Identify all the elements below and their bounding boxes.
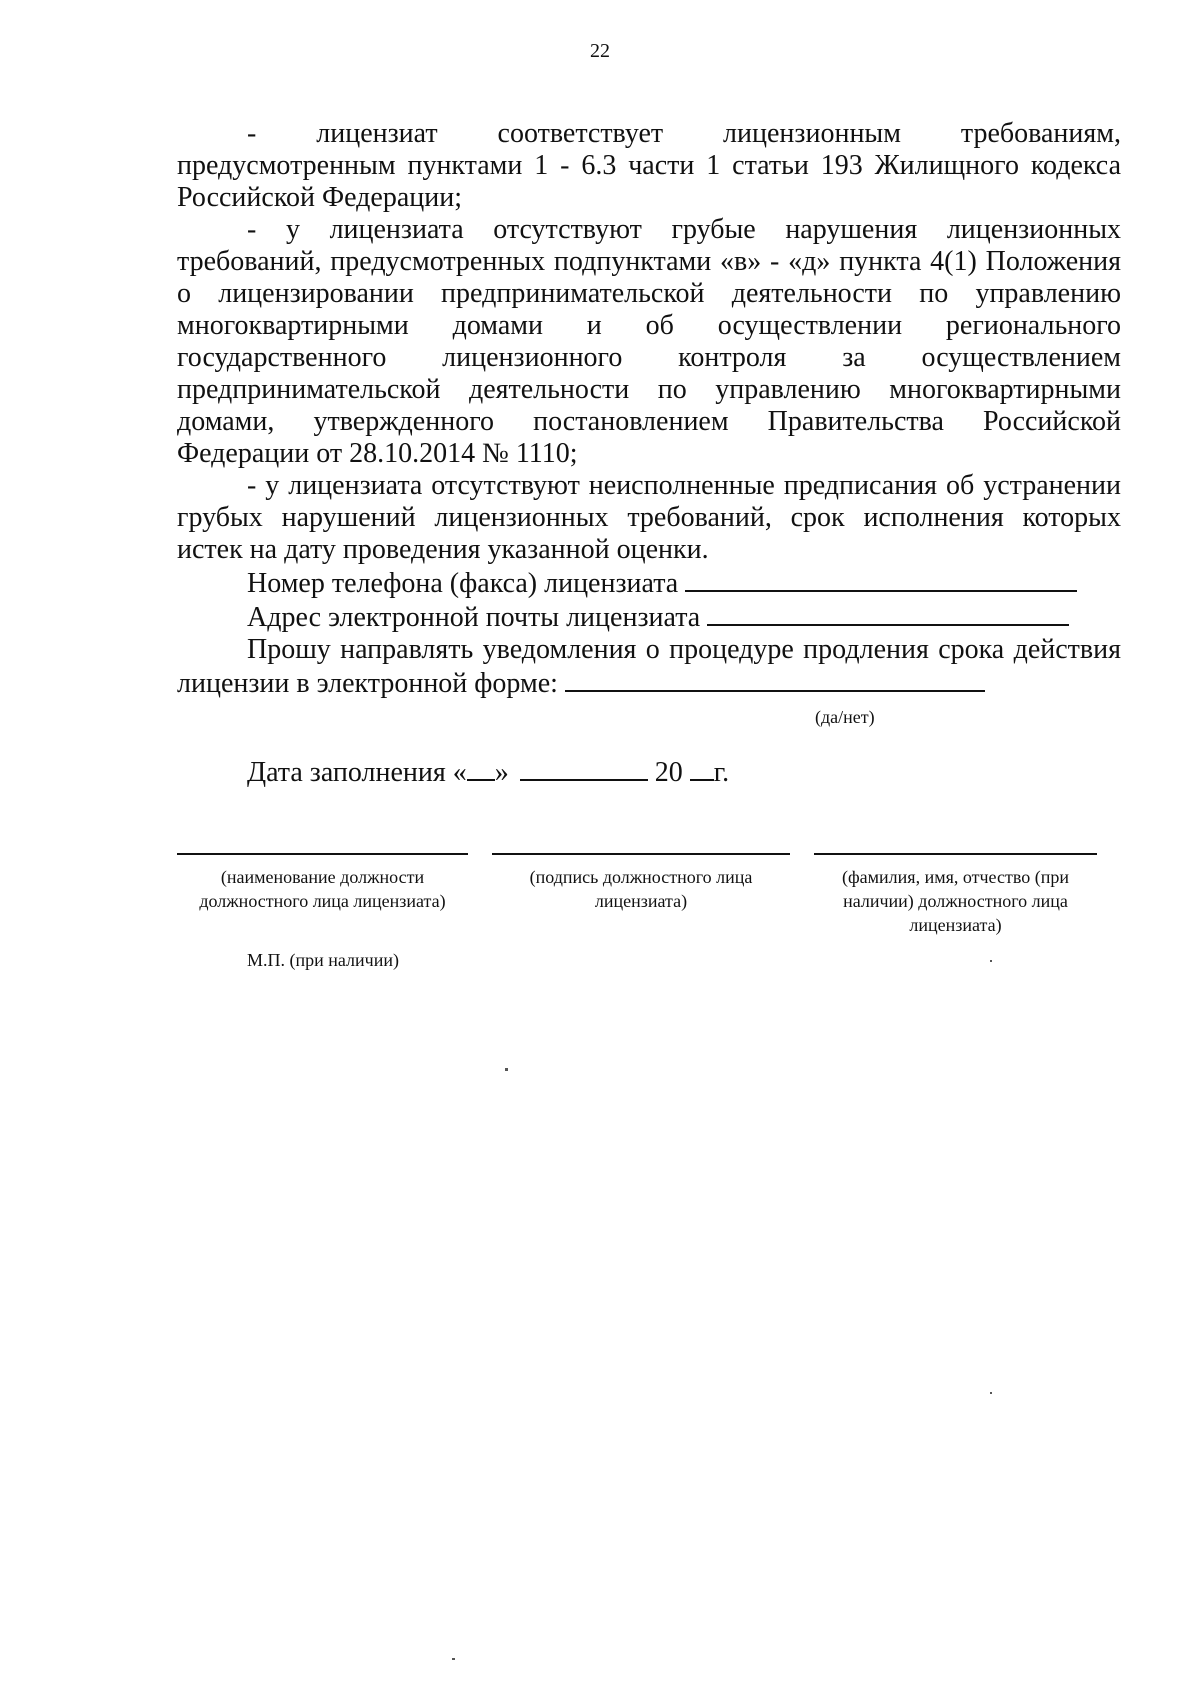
scan-speck: [990, 960, 992, 962]
month-blank-line[interactable]: [520, 755, 648, 781]
position-caption: (наименование должности должностного лица лицензиата): [199, 867, 446, 911]
notify-blank-line[interactable]: [565, 666, 985, 692]
position-signature-line[interactable]: [177, 853, 468, 855]
date-close-quote: »: [494, 757, 509, 788]
stamp-placeholder: М.П. (при наличии): [247, 950, 399, 970]
email-blank-line[interactable]: [707, 600, 1069, 626]
signature-column-name: [814, 853, 1097, 937]
notify-hint: (да/нет): [815, 707, 875, 727]
phone-blank-line[interactable]: [685, 566, 1077, 592]
year-blank-line[interactable]: [690, 755, 714, 781]
signature-column-signature: [492, 853, 790, 913]
date-filled-row: [247, 755, 729, 789]
paragraph-no-unfulfilled-orders: - у лицензиата отсутствуют неисполненные предписания об устранении грубых нарушений лицензионных требований, срок исполнения которых истек на дату проведения указанной оценки.: [177, 470, 1121, 565]
scan-speck: [990, 1392, 992, 1394]
date-label: Дата заполнения «: [247, 757, 467, 788]
signature-column-position: [177, 853, 468, 913]
signature-line[interactable]: [492, 853, 790, 855]
name-signature-line[interactable]: [814, 853, 1097, 855]
phone-field-row: [177, 566, 1121, 600]
page-number: 22: [590, 40, 610, 62]
day-blank-line[interactable]: [467, 755, 495, 781]
signature-caption: (подпись должностного лица лицензиата): [529, 867, 753, 911]
paragraph-no-gross-violations: - у лицензиата отсутствуют грубые нарушения лицензионных требований, предусмотренных подпунктами «в» - «д» пункта 4(1) Положения о лицензировании предпринимательской деятельности по управлению многоквартирными домами и об осуществлении регионального государственного лицензионного контроля за осуществлением предпринимательской деятельности по управлению многоквартирными домами, утвержденного постановлением Правительства Российской Федерации от 28.10.2014 № 1110;: [177, 214, 1121, 469]
document-body: [177, 118, 1121, 700]
email-label: Адрес электронной почты лицензиата: [247, 602, 701, 633]
notify-field-row: [177, 634, 1121, 700]
notify-label: Прошу направлять уведомления о процедуре продления срока действия лицензии в электронной форме:: [177, 634, 1121, 699]
year-suffix: г.: [713, 757, 730, 788]
scan-speck: [505, 1068, 508, 1071]
email-field-row: [177, 600, 1121, 634]
scan-speck: [452, 1658, 455, 1660]
phone-label: Номер телефона (факса) лицензиата: [247, 568, 679, 599]
year-prefix: 20: [654, 757, 683, 788]
paragraph-license-requirements: - лицензиат соответствует лицензионным требованиям, предусмотренным пунктами 1 - 6.3 части 1 статьи 193 Жилищного кодекса Российской Федерации;: [177, 118, 1121, 213]
name-caption: (фамилия, имя, отчество (при наличии) должностного лица лицензиата): [842, 867, 1069, 935]
